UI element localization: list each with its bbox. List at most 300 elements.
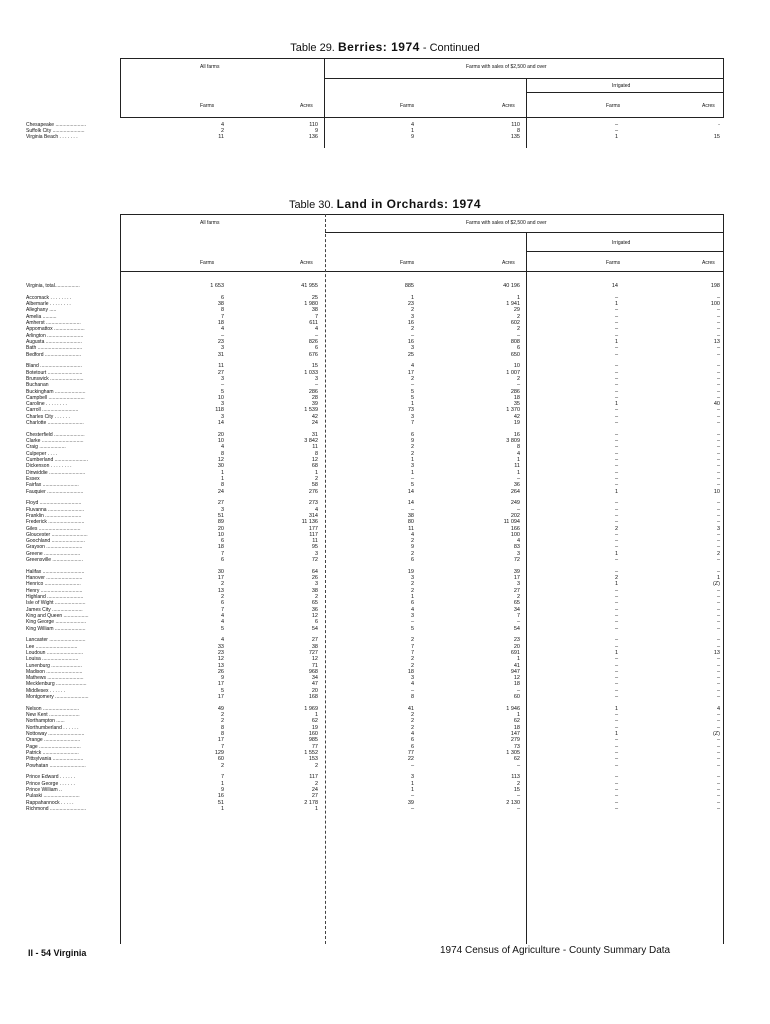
row-cell: – bbox=[614, 450, 618, 457]
row-cell: 18 bbox=[217, 544, 224, 551]
row-cell: 691 bbox=[510, 649, 520, 656]
row-cell: 5 bbox=[410, 394, 414, 401]
row-cell: – bbox=[516, 506, 520, 513]
row-cell: 2 bbox=[410, 581, 414, 588]
row-cell: – bbox=[614, 438, 618, 445]
row-cell: 7 bbox=[410, 420, 414, 426]
row-cell: – bbox=[716, 743, 720, 750]
row-cell: 12 bbox=[311, 656, 318, 663]
table29-col-farms-2: Farms bbox=[400, 103, 415, 109]
row-label: Bland .............................. bbox=[26, 363, 82, 370]
row-cell: – bbox=[516, 805, 520, 812]
table29-col-acres-1: Acres bbox=[300, 103, 313, 109]
row-cell: – bbox=[716, 687, 720, 694]
row-cell: 2 bbox=[516, 594, 520, 600]
row-cell: 1 bbox=[516, 712, 520, 719]
row-cell: 20 bbox=[217, 431, 224, 438]
table30-left-edge bbox=[120, 272, 121, 944]
row-cell: – bbox=[716, 388, 720, 395]
row-cell: – bbox=[716, 294, 720, 301]
row-cell: 4 bbox=[410, 531, 414, 538]
row-cell: 16 bbox=[513, 431, 520, 438]
row-cell: 39 bbox=[311, 401, 318, 408]
row-label: Page .............................. bbox=[26, 743, 81, 750]
row-cell: 3 bbox=[410, 575, 414, 582]
row-cell: 1 bbox=[220, 469, 224, 476]
row-cell: 10 bbox=[217, 438, 224, 445]
row-cell: – bbox=[516, 762, 520, 769]
row-label: Chesapeake ...................... bbox=[26, 122, 87, 128]
row-cell: – bbox=[614, 382, 618, 389]
row-cell: 3 bbox=[410, 675, 414, 682]
row-cell: 41 955 bbox=[301, 283, 318, 289]
row-label: Prince George . . . . . . bbox=[26, 780, 75, 787]
row-cell: 19 bbox=[407, 568, 414, 575]
row-cell: 11 bbox=[312, 538, 318, 545]
row-cell: 264 bbox=[510, 488, 520, 495]
row-cell: – bbox=[716, 332, 720, 339]
row-cell: – bbox=[614, 538, 618, 545]
row-cell: – bbox=[614, 326, 618, 333]
row-cell: 1 bbox=[410, 401, 414, 408]
row-cell: 39 bbox=[513, 568, 520, 575]
row-cell: 2 bbox=[410, 587, 414, 594]
row-cell: 1 007 bbox=[506, 369, 520, 376]
row-cell: – bbox=[716, 444, 720, 451]
row-cell: – bbox=[716, 407, 720, 414]
row-label: King and Queen .................. bbox=[26, 612, 89, 619]
row-cell: 110 bbox=[511, 122, 520, 128]
row-cell: 2 bbox=[220, 594, 224, 600]
row-cell: 1 bbox=[410, 786, 414, 793]
row-cell: – bbox=[716, 786, 720, 793]
row-cell: 727 bbox=[308, 649, 318, 656]
row-cell: 18 bbox=[513, 724, 520, 731]
row-cell: 1 bbox=[220, 805, 224, 812]
row-cell: 2 bbox=[410, 662, 414, 669]
row-cell: 64 bbox=[311, 568, 318, 575]
table29-divider-irr bbox=[526, 78, 527, 148]
row-cell: 6 bbox=[410, 737, 414, 744]
row-cell: 17 bbox=[217, 694, 224, 700]
row-cell: 77 bbox=[311, 743, 318, 750]
row-cell: 198 bbox=[710, 283, 720, 289]
row-cell: 6 bbox=[220, 538, 224, 545]
row-cell: 117 bbox=[309, 774, 318, 781]
row-cell: 5 bbox=[410, 388, 414, 395]
row-cell: – bbox=[716, 326, 720, 333]
row-cell: 8 bbox=[220, 482, 224, 489]
row-cell: – bbox=[716, 780, 720, 787]
row-cell: 80 bbox=[407, 519, 414, 526]
row-cell: – bbox=[614, 749, 618, 756]
row-cell: 3 bbox=[516, 581, 520, 588]
row-cell: – bbox=[614, 307, 618, 314]
table29-col-farms-3: Farms bbox=[606, 103, 621, 109]
row-cell: 9 bbox=[314, 128, 318, 134]
row-cell: 1 bbox=[614, 401, 618, 408]
row-cell: 9 bbox=[220, 786, 224, 793]
row-cell: 9 bbox=[410, 544, 414, 551]
row-cell: – bbox=[614, 612, 618, 619]
row-cell: 8 bbox=[516, 444, 520, 451]
row-cell: – bbox=[716, 805, 720, 812]
row-cell: – bbox=[614, 724, 618, 731]
row-cell: 3 bbox=[314, 375, 318, 382]
row-cell: – bbox=[614, 506, 618, 513]
row-cell: – bbox=[614, 594, 618, 600]
row-label: Middlesex . . . . . . bbox=[26, 687, 66, 694]
row-cell: 4 bbox=[516, 538, 520, 545]
row-cell: – bbox=[716, 345, 720, 352]
row-cell: – bbox=[614, 332, 618, 339]
row-cell: 14 bbox=[407, 488, 414, 495]
row-cell: 17 bbox=[217, 681, 224, 688]
row-cell: 286 bbox=[308, 388, 318, 395]
row-cell: 3 809 bbox=[506, 438, 520, 445]
row-cell: 6 bbox=[516, 345, 520, 352]
row-cell: 15 bbox=[311, 363, 318, 370]
row-cell: 110 bbox=[309, 122, 318, 128]
row-cell: 28 bbox=[311, 394, 318, 401]
row-cell: 1 bbox=[220, 780, 224, 787]
row-cell: 1 bbox=[614, 134, 618, 140]
row-label: Pittsylvania ...................... bbox=[26, 756, 84, 763]
row-cell: 27 bbox=[217, 369, 224, 376]
row-label: Prince William .. bbox=[26, 786, 62, 793]
row-cell: 1 bbox=[614, 301, 618, 308]
row-cell: – bbox=[220, 332, 224, 339]
row-cell: 4 bbox=[410, 363, 414, 370]
row-cell: 13 bbox=[713, 649, 720, 656]
row-cell: 314 bbox=[308, 512, 318, 519]
row-cell: – bbox=[614, 793, 618, 800]
row-label: Culpeper . . . . bbox=[26, 450, 58, 457]
row-cell: – bbox=[716, 662, 720, 669]
row-cell: – bbox=[614, 805, 618, 812]
table29-title bbox=[0, 40, 770, 54]
row-cell: – bbox=[716, 756, 720, 763]
table30-col-farms-1: Farms bbox=[200, 260, 215, 266]
row-cell: – bbox=[716, 382, 720, 389]
row-cell: 135 bbox=[510, 134, 520, 140]
row-label: Northumberland . . . . . . bbox=[26, 724, 79, 731]
row-cell: – bbox=[220, 382, 224, 389]
row-label: Nelson .......................... bbox=[26, 705, 80, 712]
row-cell: – bbox=[716, 643, 720, 650]
row-cell: 12 bbox=[513, 675, 520, 682]
table30-col-acres-1: Acres bbox=[300, 260, 313, 266]
row-cell: 27 bbox=[311, 637, 318, 644]
row-cell: 1 653 bbox=[210, 283, 224, 289]
row-cell: 1 941 bbox=[506, 301, 520, 308]
row-cell: – bbox=[614, 444, 618, 451]
row-cell: – bbox=[516, 619, 520, 626]
row-label: Craig ................... bbox=[26, 444, 66, 451]
row-cell: 23 bbox=[513, 637, 520, 644]
row-cell: 38 bbox=[311, 307, 318, 314]
row-cell: – bbox=[410, 382, 414, 389]
row-cell: 39 bbox=[407, 799, 414, 806]
table30-col-acres-2: Acres bbox=[502, 260, 515, 266]
row-cell: 136 bbox=[308, 134, 318, 140]
row-cell: 24 bbox=[311, 786, 318, 793]
row-cell: – bbox=[716, 457, 720, 463]
row-cell: 72 bbox=[311, 557, 318, 563]
table30-title-main: Land in Orchards: 1974 bbox=[336, 197, 482, 211]
row-label: Montgomery ........................ bbox=[26, 694, 89, 700]
table29-title-main: Berries: 1974 bbox=[337, 40, 420, 54]
row-cell: – bbox=[716, 413, 720, 420]
row-cell: 13 bbox=[713, 338, 720, 345]
row-cell: 13 bbox=[217, 662, 224, 669]
row-label: Greene .......................... bbox=[26, 550, 81, 557]
row-cell: 22 bbox=[407, 756, 414, 763]
row-cell: 1 bbox=[220, 475, 224, 482]
row-cell: 6 bbox=[314, 345, 318, 352]
row-cell: 17 bbox=[407, 369, 414, 376]
row-cell: – bbox=[716, 375, 720, 382]
row-cell: – bbox=[614, 320, 618, 326]
row-cell: - bbox=[718, 122, 720, 128]
row-label: Essex bbox=[26, 475, 40, 482]
row-cell: 118 bbox=[215, 407, 224, 414]
row-cell: 2 bbox=[220, 712, 224, 719]
row-label: Lunenburg ...................... bbox=[26, 662, 82, 669]
row-label: Greensville ...................... bbox=[26, 557, 83, 563]
row-cell: 19 bbox=[513, 420, 520, 426]
table30-sales-rule bbox=[325, 232, 724, 233]
row-cell: 14 bbox=[407, 500, 414, 507]
row-cell: 1 bbox=[410, 594, 414, 600]
row-cell: 10 bbox=[217, 394, 224, 401]
row-cell: 9 bbox=[220, 675, 224, 682]
row-label: Frederick .......................... bbox=[26, 519, 85, 526]
row-cell: 23 bbox=[407, 301, 414, 308]
row-cell: 33 bbox=[217, 643, 224, 650]
row-cell: 77 bbox=[407, 749, 414, 756]
table30-hdr-all: All farms bbox=[200, 220, 220, 226]
row-cell: 4 bbox=[220, 326, 224, 333]
row-cell: 10 bbox=[513, 363, 520, 370]
row-label: Accomack . . . . . . . . bbox=[26, 294, 72, 301]
row-cell: – bbox=[716, 420, 720, 426]
row-cell: – bbox=[716, 600, 720, 607]
row-cell: – bbox=[716, 619, 720, 626]
table29-divider bbox=[324, 58, 325, 148]
row-cell: 2 bbox=[614, 525, 618, 532]
row-cell: – bbox=[410, 475, 414, 482]
row-label: Buckingham ...................... bbox=[26, 388, 86, 395]
row-cell: – bbox=[614, 662, 618, 669]
row-cell: 25 bbox=[311, 294, 318, 301]
row-label: Gloucester .......................... bbox=[26, 531, 88, 538]
row-label: Buchanan bbox=[26, 382, 49, 389]
row-cell: – bbox=[716, 694, 720, 700]
row-cell: 2 bbox=[314, 780, 318, 787]
row-label: Giles .............................. bbox=[26, 525, 81, 532]
table30-hdr-sales: Farms with sales of $2,500 and over bbox=[466, 220, 547, 226]
row-label: Albemarle . . . . . . . . bbox=[26, 301, 71, 308]
row-cell: 177 bbox=[308, 525, 318, 532]
table29-hdr-all: All farms bbox=[200, 64, 220, 70]
row-label: Charles City . . . . . . bbox=[26, 413, 70, 420]
row-cell: 4 bbox=[220, 444, 224, 451]
row-cell: 3 bbox=[410, 463, 414, 470]
row-cell: 3 bbox=[410, 345, 414, 352]
row-cell: 14 bbox=[217, 420, 224, 426]
row-cell: 4 bbox=[410, 122, 414, 128]
row-label: King George ...................... bbox=[26, 619, 87, 626]
row-cell: 3 bbox=[314, 550, 318, 557]
row-cell: – bbox=[614, 463, 618, 470]
row-cell: 947 bbox=[510, 668, 520, 675]
row-cell: 27 bbox=[311, 793, 318, 800]
row-cell: 117 bbox=[309, 531, 318, 538]
row-cell: 1 bbox=[410, 294, 414, 301]
row-cell: 38 bbox=[311, 643, 318, 650]
row-cell: 11 bbox=[312, 444, 318, 451]
row-label: Goochland ........................ bbox=[26, 538, 85, 545]
row-label: Nottoway .......................... bbox=[26, 731, 85, 737]
row-cell: 54 bbox=[311, 625, 318, 632]
row-cell: 18 bbox=[513, 394, 520, 401]
row-label: Chesterfield ...................... bbox=[26, 431, 85, 438]
row-cell: 89 bbox=[217, 519, 224, 526]
row-cell: 4 bbox=[220, 122, 224, 128]
row-cell: 73 bbox=[407, 407, 414, 414]
row-cell: 62 bbox=[513, 718, 520, 725]
table29-sales-rule bbox=[324, 78, 724, 79]
row-label: Alleghany ..... bbox=[26, 307, 57, 314]
row-cell: – bbox=[614, 420, 618, 426]
row-cell: 5 bbox=[410, 625, 414, 632]
row-cell: – bbox=[410, 619, 414, 626]
row-cell: 1 bbox=[314, 712, 318, 719]
row-label: New Kent ...................... bbox=[26, 712, 80, 719]
row-cell: – bbox=[314, 332, 318, 339]
row-cell: 3 bbox=[410, 413, 414, 420]
row-cell: – bbox=[614, 475, 618, 482]
row-cell: 2 bbox=[410, 538, 414, 545]
row-cell: – bbox=[614, 687, 618, 694]
row-cell: 1 552 bbox=[304, 749, 318, 756]
row-cell: 6 bbox=[410, 600, 414, 607]
row-cell: 826 bbox=[308, 338, 318, 345]
row-cell: – bbox=[716, 320, 720, 326]
row-cell: – bbox=[614, 294, 618, 301]
table29-col-acres-2: Acres bbox=[502, 103, 515, 109]
row-cell: 113 bbox=[511, 774, 520, 781]
row-cell: 1 bbox=[314, 469, 318, 476]
row-cell: – bbox=[716, 668, 720, 675]
row-cell: 42 bbox=[513, 413, 520, 420]
row-cell: 2 bbox=[410, 375, 414, 382]
row-cell: – bbox=[614, 712, 618, 719]
row-cell: 7 bbox=[516, 612, 520, 619]
row-cell: – bbox=[716, 606, 720, 613]
row-cell: 5 bbox=[410, 482, 414, 489]
row-cell: 54 bbox=[513, 625, 520, 632]
row-cell: – bbox=[614, 482, 618, 489]
row-label: Amherst ......................... bbox=[26, 320, 81, 326]
row-cell: 11 bbox=[408, 525, 414, 532]
row-cell: – bbox=[614, 619, 618, 626]
row-cell: 2 bbox=[220, 128, 224, 134]
row-cell: 2 bbox=[410, 724, 414, 731]
row-cell: – bbox=[716, 749, 720, 756]
table30-irr-rule bbox=[526, 251, 724, 252]
row-cell: 68 bbox=[311, 463, 318, 470]
row-cell: 3 bbox=[410, 313, 414, 320]
row-cell: 8 bbox=[410, 694, 414, 700]
row-label: Augusta .......................... bbox=[26, 338, 82, 345]
row-cell: – bbox=[716, 637, 720, 644]
row-cell: 13 bbox=[217, 587, 224, 594]
row-cell: – bbox=[614, 122, 618, 128]
row-cell: 17 bbox=[513, 575, 520, 582]
row-cell: 58 bbox=[311, 482, 318, 489]
row-cell: 83 bbox=[513, 544, 520, 551]
row-label: Halifax .............................. bbox=[26, 568, 85, 575]
row-cell: – bbox=[716, 737, 720, 744]
row-cell: 2 bbox=[516, 313, 520, 320]
row-cell: 3 bbox=[410, 612, 414, 619]
row-cell: 4 bbox=[716, 705, 720, 712]
footer-publication: 1974 Census of Agriculture - County Summary Data bbox=[440, 945, 671, 956]
row-cell: – bbox=[614, 369, 618, 376]
table30-col-farms-3: Farms bbox=[606, 260, 621, 266]
row-cell: 1 bbox=[410, 780, 414, 787]
row-label: Rappahannock . . . . . bbox=[26, 799, 74, 806]
row-cell: 6 bbox=[220, 294, 224, 301]
row-cell: 23 bbox=[217, 649, 224, 656]
row-cell: 286 bbox=[510, 388, 520, 395]
row-label: Arlington .......................... bbox=[26, 332, 84, 339]
table29-col-farms-1: Farms bbox=[200, 103, 215, 109]
row-cell: 11 136 bbox=[301, 519, 318, 526]
row-label: Orange .......................... bbox=[26, 737, 81, 744]
row-cell: 35 bbox=[513, 401, 520, 408]
row-cell: – bbox=[314, 382, 318, 389]
row-label: Louisa .......................... bbox=[26, 656, 79, 663]
table30-title-prefix: Table 30. bbox=[288, 199, 334, 211]
row-cell: – bbox=[614, 544, 618, 551]
row-cell: – bbox=[614, 762, 618, 769]
row-cell: 51 bbox=[217, 512, 224, 519]
row-cell: 1 bbox=[614, 581, 618, 588]
row-cell: – bbox=[614, 313, 618, 320]
row-label: Campbell .......................... bbox=[26, 394, 85, 401]
table29-col-acres-3: Acres bbox=[702, 103, 715, 109]
row-cell: – bbox=[614, 413, 618, 420]
row-cell: 12 bbox=[217, 656, 224, 663]
row-cell: 100 bbox=[710, 301, 720, 308]
row-cell: – bbox=[716, 544, 720, 551]
row-cell: – bbox=[614, 363, 618, 370]
row-label: Grayson .......................... bbox=[26, 544, 83, 551]
row-cell: – bbox=[516, 475, 520, 482]
row-cell: – bbox=[716, 799, 720, 806]
row-cell: 1 bbox=[614, 550, 618, 557]
row-cell: 23 bbox=[217, 338, 224, 345]
row-cell: 1 bbox=[614, 705, 618, 712]
row-cell: 27 bbox=[217, 500, 224, 507]
row-label: Fauquier .......................... bbox=[26, 488, 84, 495]
row-cell: – bbox=[716, 568, 720, 575]
row-cell: – bbox=[716, 681, 720, 688]
row-cell: 24 bbox=[217, 488, 224, 495]
